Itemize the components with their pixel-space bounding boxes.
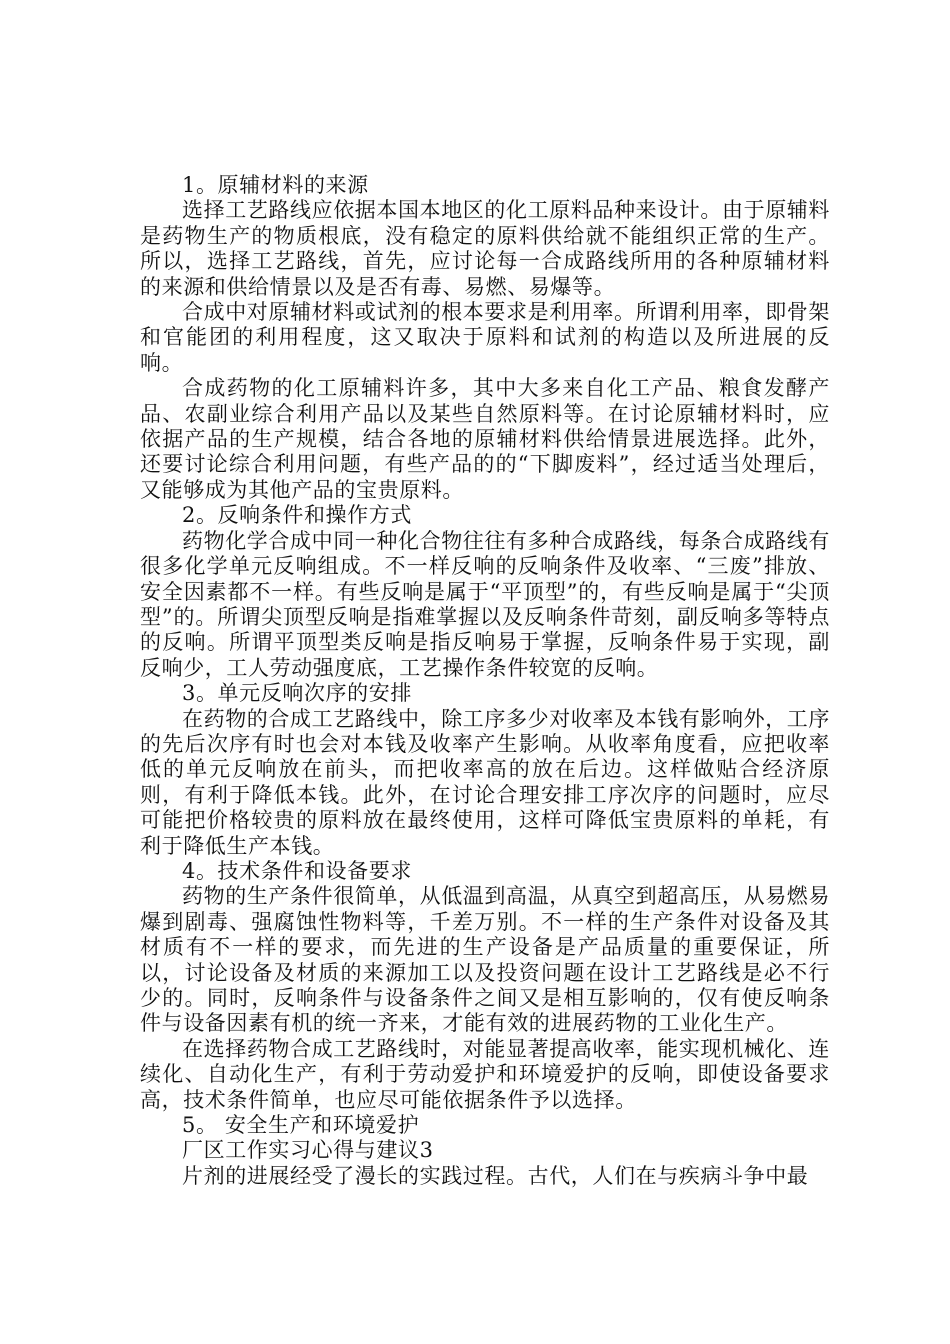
paragraph: 合成药物的化工原辅料许多，其中大多来自化工产品、粮食发酵产品、农副业综合利用产品以及某些自然原料等。在讨论原辅材料时，应依据产品的生产规模，结合各地的原辅材料供给情景进展选择。此外，还要讨论综合利用问题，有些产品的的“下脚废料”，经过适当处理后，又能够成为其他产品的宝贵原料。 xyxy=(140,376,830,502)
paragraph: 在选择药物合成工艺路线时，对能显著提高收率，能实现机械化、连续化、自动化生产，有利于劳动爱护和环境爱护的反响，即使设备要求高，技术条件简单，也应尽可能依据条件予以选择。 xyxy=(140,1036,830,1112)
heading-reaction-conditions: 2。反响条件和操作方式 xyxy=(182,503,412,528)
heading-raw-materials: 1。原辅材料的来源 xyxy=(182,173,369,197)
paragraph: 药物化学合成中同一种化合物往往有多种合成路线，每条合成路线有很多化学单元反响组成。不一样反响的反响条件及收率、“三废”排放、安全因素都不一样。有些反响是属于“平顶型”的，有些反响是属于“尖顶型”的。所谓尖顶型反响是指难掌握以及反响条件苛刻，副反响多等特点的反响。所谓平顶型类反响是指反响易于掌握，反响条件易于实现，副反响少，工人劳动强度底，工艺操作条件较宽的反响。 xyxy=(140,528,830,680)
section-title: 厂区工作实习心得与建议3 xyxy=(182,1138,434,1163)
paragraph: 选择工艺路线应依据本国本地区的化工原料品种来设计。由于原辅料是药物生产的物质根底，没有稳定的原料供给就不能组织正常的生产。所以，选择工艺路线，首先，应讨论每一合成路线所用的各种原辅材料的来源和供给情景以及是否有毒、易燃、易爆等。 xyxy=(140,198,830,299)
heading-safety-environment: 5。 安全生产和环境爱护 xyxy=(182,1113,420,1138)
paragraph: 合成中对原辅材料或试剂的根本要求是利用率。所谓利用率，即骨架和官能团的利用程度，这又取决于原料和试剂的构造以及所进展的反响。 xyxy=(140,300,830,375)
document-body xyxy=(140,173,830,1189)
paragraph: 药物的生产条件很简单，从低温到高温，从真空到超高压，从易燃易爆到剧毒、强腐蚀性物料等，千差万别。不一样的生产条件对设备及其材质有不一样的要求，而先进的生产设备是产品质量的重要保证，所以，讨论设备及材质的来源加工以及投资问题在设计工艺路线是必不行少的。同时，反响条件与设备条件之间又是相互影响的，仅有使反响条件与设备因素有机的统一齐来，才能有效的进展药物的工业化生产。 xyxy=(140,884,830,1036)
heading-reaction-order: 3。单元反响次序的安排 xyxy=(182,681,412,706)
heading-technical-conditions: 4。技术条件和设备要求 xyxy=(182,858,412,883)
paragraph: 片剂的进展经受了漫长的实践过程。古代，人们在与疾病斗争中最 xyxy=(182,1163,809,1188)
paragraph: 在药物的合成工艺路线中，除工序多少对收率及本钱有影响外，工序的先后次序有时也会对本钱及收率产生影响。从收率角度看，应把收率低的单元反响放在前头，而把收率高的放在后边。这样做贴合经济原则，有利于降低本钱。此外，在讨论合理安排工序次序的问题时，应尽可能把价格较贵的原料放在最终使用，这样可降低宝贵原料的单耗，有利于降低生产本钱。 xyxy=(140,706,830,858)
